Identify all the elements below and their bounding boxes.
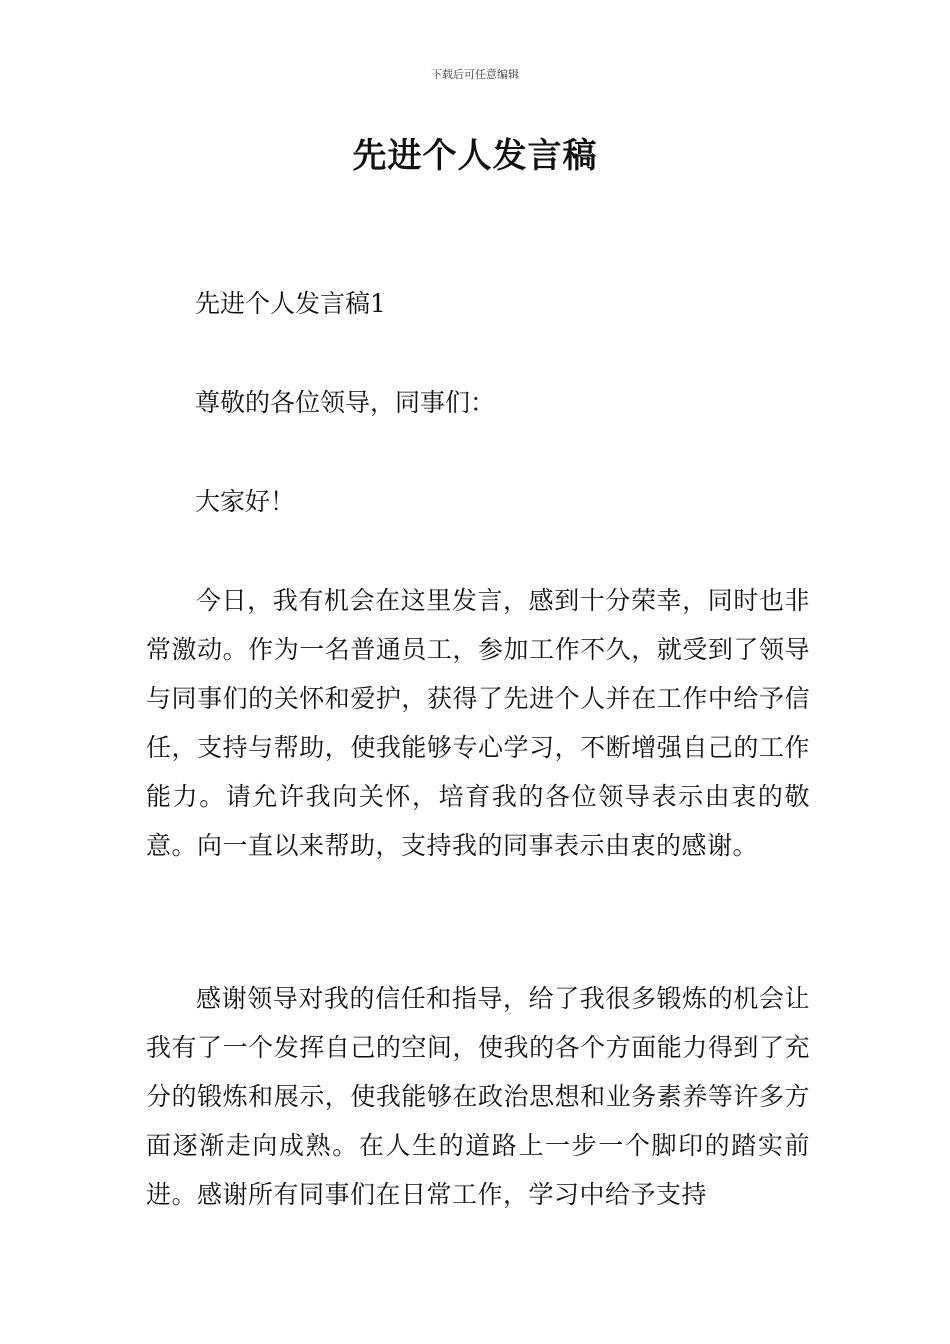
body-paragraph-2: 感谢领导对我的信任和指导，给了我很多锻炼的机会让我有了一个发挥自己的空间，使我的各个方面能力得到了充分的锻炼和展示，使我能够在政治思想和业务素养等许多方面逐渐走向成熟。在人生的道路上一步一个脚印的踏实前进。感谢所有同事们在日常工作，学习中给予支持 [146,984,810,1209]
body-paragraph-1: 今日，我有机会在这里发言，感到十分荣幸，同时也非常激动。作为一名普通员工，参加工作不久，就受到了领导与同事们的关怀和爱护，获得了先进个人并在工作中给予信任，支持与帮助，使我能够专心学习，不断增强自己的工作能力。请允许我向关怀，培育我的各位领导表示由衷的敬意。向一直以来帮助，支持我的同事表示由衷的感谢。 [146,586,810,860]
document-title: 先进个人发言稿 [352,136,598,176]
header-note: 下载后可任意编辑 [431,68,519,81]
section-heading: 先进个人发言稿1 [195,289,386,318]
greeting: 大家好！ [195,487,296,516]
salutation: 尊敬的各位领导，同事们： [195,388,496,417]
